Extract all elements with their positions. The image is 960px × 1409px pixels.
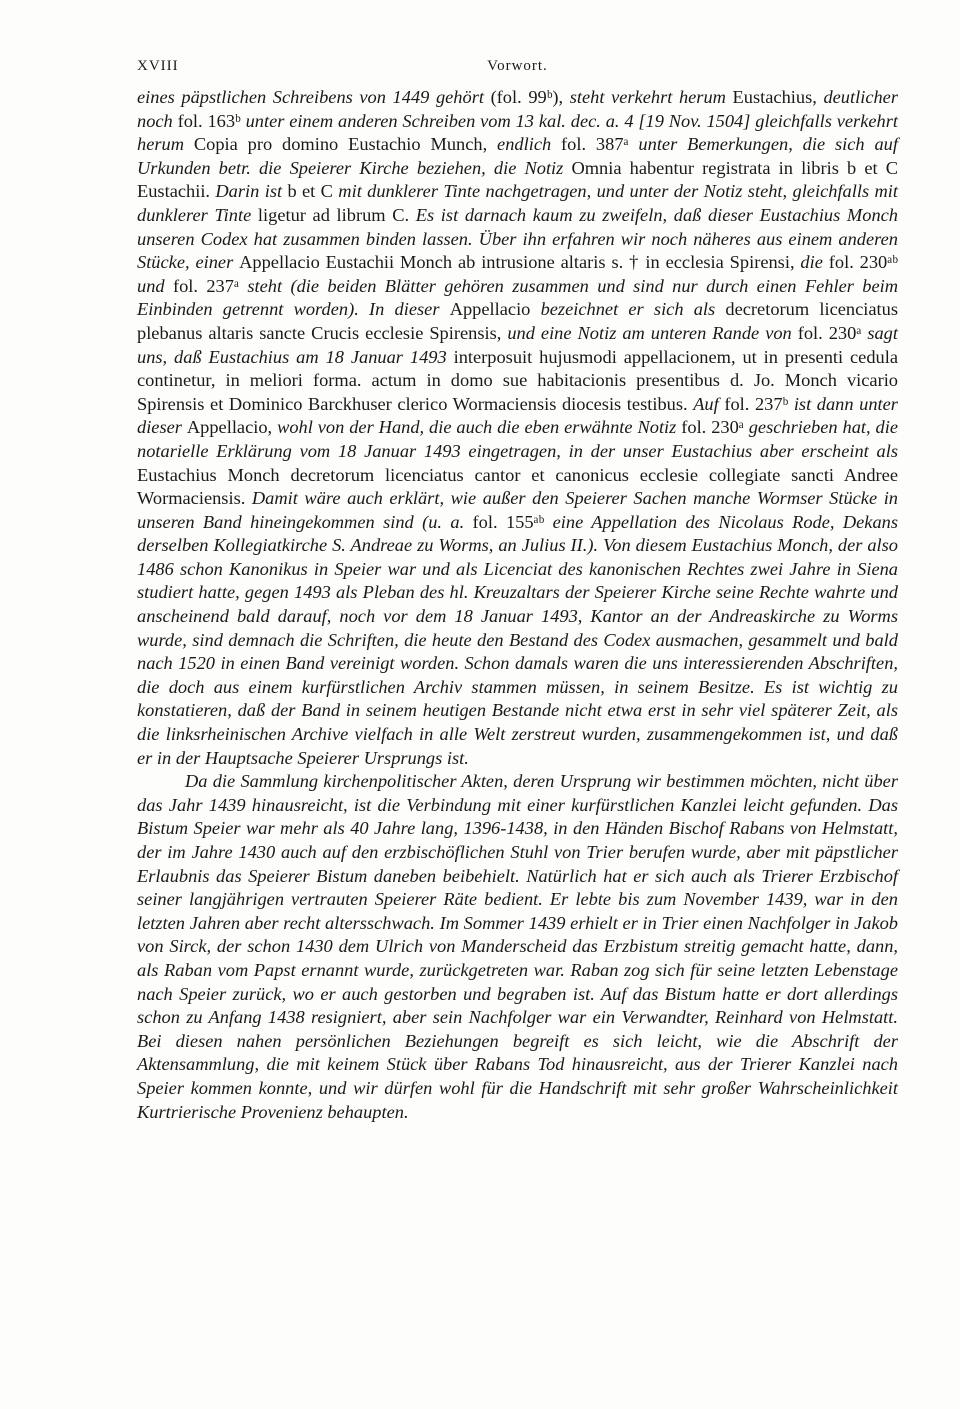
- italic-text: Damit wäre auch erklärt, wie außer den Speierer Sachen manche Wormser Stücke in unseren Band hineingekommen sind (u. a.: [137, 488, 898, 532]
- italic-text: und eine Notiz am unteren Rande von: [507, 322, 798, 343]
- italic-text: Es ist darnach kaum zu zweifeln, daß dieser Eustachius Monch unseren Codex hat zusammen binden lassen. Über ihn erfahren wir noch näheres aus einem anderen Stücke, einer: [137, 204, 898, 273]
- roman-text: Omnia habentur registrata in libris b et C Eustachii.: [137, 157, 898, 202]
- italic-text: und: [137, 275, 173, 296]
- italic-text: Darin ist: [215, 181, 288, 202]
- roman-text: fol. 230ᵃ: [681, 417, 749, 438]
- roman-text: interposuit hujusmodi appellacionem, ut in presenti cedula continetur, in meliori forma. actum in domo sue habitacionis presentibus d. Jo. Monch vicario Spirensis et Dominico Barckhuser clerico Wormaciensis diocesis testibus.: [137, 346, 899, 414]
- page-number: XVIII: [137, 58, 179, 74]
- italic-text: unter Bemerkungen, die sich auf Urkunden betr. die Speierer Kirche beziehen, die Notiz: [137, 134, 898, 178]
- italic-text: steht verkehrt herum: [569, 87, 733, 107]
- italic-text: Auf: [693, 393, 725, 414]
- roman-text: Copia pro domino Eustachio Munch,: [193, 134, 498, 155]
- italic-text: die: [800, 252, 829, 273]
- italic-text: bezeichnet er sich als: [540, 299, 726, 320]
- italic-text: mit dunklerer Tinte nachgetragen, und unter der Notiz steht, gleichfalls mit dunklerer Tinte: [137, 181, 898, 225]
- roman-text: fol. 163ᵇ: [177, 110, 246, 131]
- roman-text: Appellacio,: [186, 417, 278, 438]
- roman-text: decretorum licenciatus plebanus altaris sancte Crucis ecclesie Spirensis,: [137, 299, 898, 343]
- running-title: Vorwort.: [487, 58, 548, 74]
- italic-text: wohl von der Hand, die auch die eben erwähnte Notiz: [277, 417, 682, 438]
- italic-text: endlich: [497, 134, 562, 155]
- paragraph: [137, 770, 898, 1124]
- paragraph: [137, 86, 898, 770]
- roman-text: (fol. 99ᵇ),: [490, 87, 570, 107]
- body-text: [137, 86, 898, 1124]
- italic-text: geschrieben hat, die notarielle Erklärung vom 18 Januar 1493 eingetragen, in der unser Eustachius aber erscheint als: [137, 417, 898, 461]
- roman-text: fol. 237ᵇ: [724, 393, 794, 414]
- italic-text: deutlicher noch: [137, 87, 898, 131]
- italic-text: eines päpstlichen Schreibens von 1449 gehört: [137, 87, 491, 107]
- italic-text: unter einem anderen Schreiben vom 13 kal. dec. a. 4 [19 Nov. 1504] gleichfalls verkehrt herum: [137, 110, 898, 155]
- roman-text: fol. 237ᵃ: [172, 275, 248, 296]
- roman-text: b et C: [287, 181, 339, 202]
- italic-text: ist dann unter dieser: [137, 393, 898, 438]
- roman-text: fol. 230ᵃ: [797, 322, 868, 343]
- italic-text: steht (die beiden Blätter gehören zusammen und sind nur durch einen Fehler beim Einbinden getrennt worden). In dieser: [137, 275, 899, 320]
- italic-text: Da die Sammlung kirchenpolitischer Akten, deren Ursprung wir bestimmen möchten, nicht über das Jahr 1439 hinausreicht, ist die Verbindung mit einer kurfürstlichen Kanzlei leicht gefunden. Das Bistum Speier war mehr als 40 Jahre lang, 1396-1438, in den Händen Bischof Rabans von Helmstatt, der im Jahre 1430 auch auf den erzbischöflichen Stuhl von Trier berufen wurde, aber mit päpstlicher Erlaubnis das Speierer Bistum daneben beibehielt. Natürlich hat er sich auch als Trierer Erzbischof seiner langjährigen vertrauten Speierer Räte bedient. Er lebte bis zum November 1439, war in den letzten Jahren aber recht altersschwach. Im Sommer 1439 erhielt er in Trier einen Nachfolger in Jakob von Sirck, der schon 1430 dem Ulrich von Manderscheid das Erzbistum streitig gemacht hatte, dann, als Raban vom Papst ernannt wurde, zurückgetreten war. Raban zog sich für seine letzten Lebenstage nach Speier zurück, wo er auch gestorben und begraben ist. Auf das Bistum hatte er dort allerdings schon zu Anfang 1438 resigniert, aber sein Nachfolger war ein Verwandter, Reinhard von Helmstatt. Bei diesen nahen persönlichen Beziehungen begreift es sich leicht, wie die Abschrift der Aktensammlung, die mit keinem Stück über Rabans Tod hinausreicht, aus der Trierer Kanzlei nach Speier kommen konnte, und wir dürfen wohl für die Handschrift mit sehr großer Wahrscheinlichkeit Kurtrierische Provenienz behaupten.: [137, 771, 898, 1122]
- roman-text: Appellacio: [449, 299, 541, 320]
- roman-text: ligetur ad librum C.: [257, 204, 416, 225]
- italic-text: sagt uns, daß Eustachius am 18 Januar 1493: [137, 322, 898, 367]
- page-header: [137, 58, 898, 82]
- roman-text: Eustachius Monch decretorum licenciatus cantor et canonicus ecclesie collegiate sancti Andree Wormaciensis.: [137, 464, 898, 509]
- italic-text: eine Appellation des Nicolaus Rode, Dekans derselben Kollegiatkirche S. Andreae zu Worms, an Julius II.). Von diesem Eustachius Monch, der also 1486 schon Kanonikus in Speier war und als Licenciat des kanonischen Rechtes zwei Jahre in Siena studiert hatte, gegen 1493 als Pleban des hl. Kreuzaltars der Speierer Kirche seine Rechte wahrte und anscheinend bald darauf, noch vor dem 18 Januar 1493, Kantor an der Andreaskirche zu Worms wurde, sind demnach die Schriften, die heute den Bestand des Codex ausmachen, gesammelt und bald nach 1520 in einen Band vereinigt worden. Schon damals waren die uns interessierenden Abschriften, die doch aus einem kurfürstlichen Archiv stammen müssen, in seinem Besitze. Es ist wichtig zu konstatieren, daß der Band in seinem heutigen Bestande nicht etwa erst in sehr viel späterer Zeit, als die linksrheinischen Archive vielfach in alle Welt zerstreut wurden, zusammengekommen ist, und daß er in der Hauptsache Speierer Ursprungs ist.: [137, 511, 899, 768]
- roman-text: Appellacio Eustachii Monch ab intrusione altaris s. † in ecclesia Spirensi,: [239, 252, 801, 273]
- roman-text: fol. 387ᵃ: [561, 134, 639, 155]
- roman-text: fol. 230ᵃᵇ: [828, 252, 898, 273]
- roman-text: Eustachius,: [732, 87, 824, 107]
- roman-text: fol. 155ᵃᵇ: [472, 511, 553, 532]
